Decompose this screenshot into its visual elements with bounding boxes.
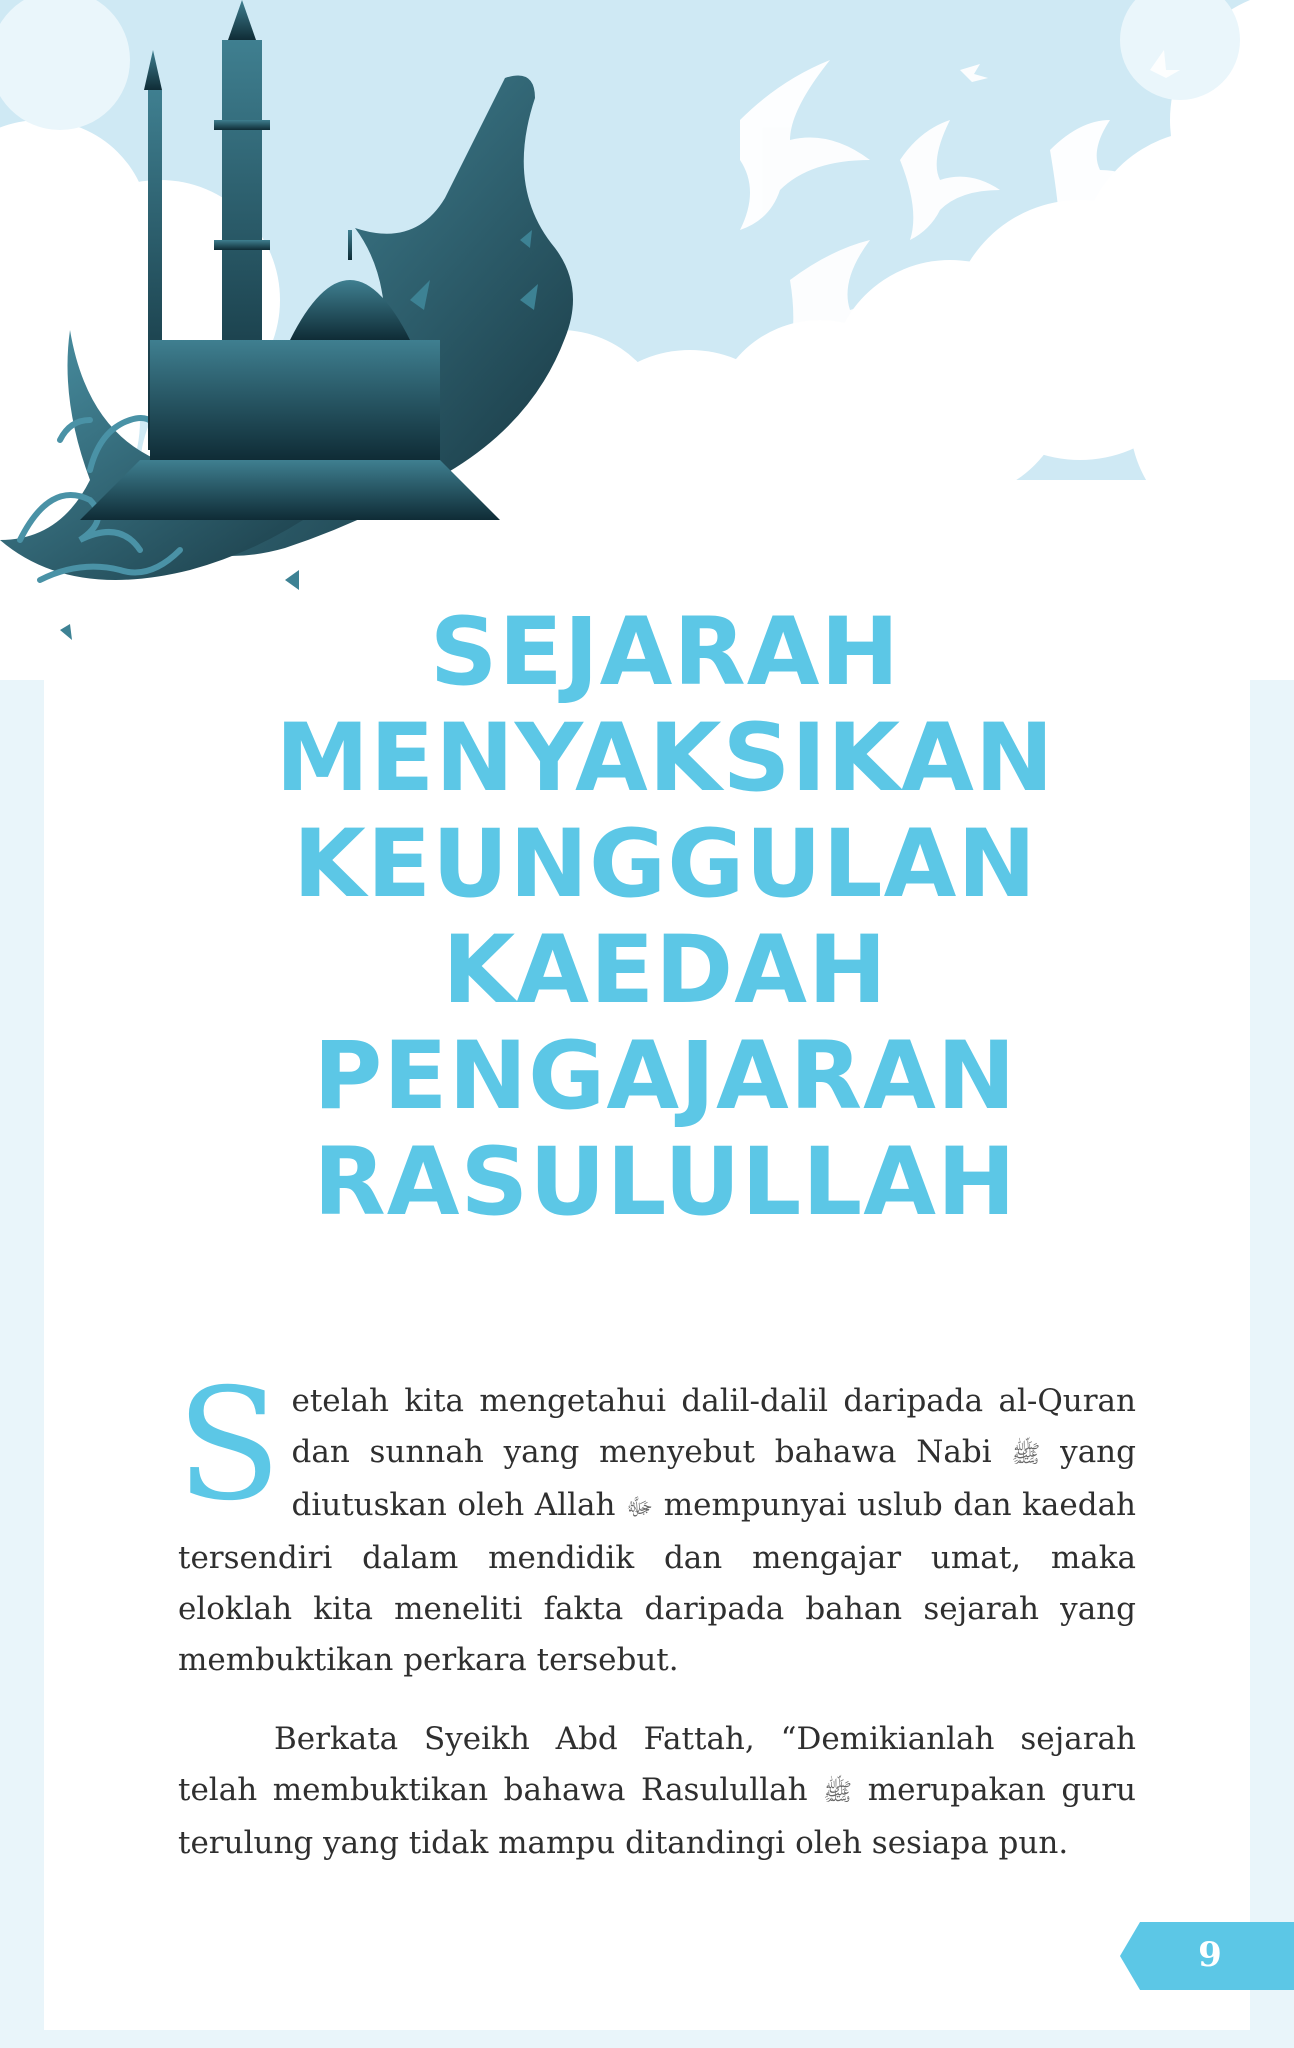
drop-cap: S: [176, 1356, 282, 1535]
page-number: 9: [1198, 1935, 1222, 1975]
salawat-glyph: ﷺ: [1011, 1440, 1041, 1468]
title-line: SEJARAH: [429, 598, 901, 707]
taala-glyph: ﷻ: [626, 1493, 654, 1521]
text-span: Berkata Syeikh Abd Fattah, “Demikianlah sejarah telah membuktikan bahawa Rasulullah: [178, 1721, 1136, 1808]
title-line: MENYAKSIKAN: [275, 704, 1055, 813]
body-text: [176, 1356, 1137, 1897]
text-span: etelah kita mengetahui dalil-dalil daripada al-Quran dan sunnah yang menyebut bahawa Nabi: [291, 1383, 1136, 1470]
text-span: merupakan guru terulung yang tidak mampu ditandingi oleh sesiapa pun.: [178, 1772, 1136, 1861]
title-line: PENGAJARAN: [313, 1022, 1017, 1131]
chapter-title: [200, 600, 1130, 1236]
paragraph-1: [176, 1356, 1137, 1686]
paragraph-2: [178, 1714, 1136, 1869]
text-span: mempunyai uslub dan kaedah tersendiri dalam mendidik dan mengajar umat, maka eloklah kita meneliti fakta daripada bahan sejarah yang membuktikan perkara tersebut.: [178, 1487, 1137, 1678]
salawat-glyph: ﷺ: [823, 1778, 853, 1806]
text-span: yang diutuskan oleh Allah: [291, 1434, 1136, 1523]
title-line: KAEDAH: [442, 916, 888, 1025]
title-line: KEUNGGULAN: [292, 810, 1037, 919]
title-line: RASULULLAH: [313, 1128, 1017, 1237]
